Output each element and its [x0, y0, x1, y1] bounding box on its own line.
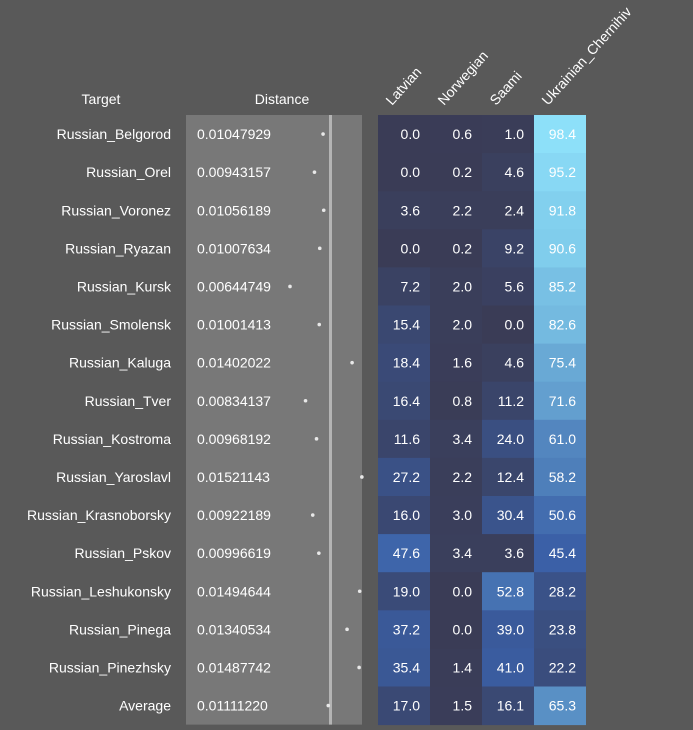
heatmap-cell-value: 0.0 — [400, 126, 420, 143]
source-column-headers — [382, 4, 634, 108]
heatmap-cell-value: 3.6 — [400, 202, 420, 219]
row-target-label: Russian_Kostroma — [52, 430, 171, 447]
heatmap-cell-value: 17.0 — [392, 697, 420, 714]
heatmap-cell-value: 4.6 — [504, 164, 524, 181]
heatmap-cell-value: 95.2 — [548, 164, 576, 181]
heatmap-cell-value: 1.5 — [452, 697, 472, 714]
row-distance-dot — [360, 475, 364, 479]
heatmap-cell-value: 0.0 — [400, 240, 420, 257]
heatmap-cell-value: 58.2 — [548, 468, 576, 485]
row-target-label: Russian_Ryazan — [65, 240, 171, 257]
row-distance-dot — [315, 437, 319, 441]
heatmap-cell-value: 0.2 — [452, 240, 472, 257]
row-target-label: Russian_Voronez — [61, 202, 171, 219]
heatmap-cell-value: 16.1 — [496, 697, 524, 714]
heatmap-cell-value: 85.2 — [548, 278, 576, 295]
heatmap-cell-value: 35.4 — [392, 659, 420, 676]
row-distance-dot — [313, 170, 317, 174]
heatmap-cell-value: 11.2 — [497, 392, 524, 409]
heatmap-cell-value: 50.6 — [548, 507, 576, 524]
row-target-label: Russian_Tver — [84, 392, 171, 409]
heatmap-cell-value: 16.4 — [392, 392, 420, 409]
row-distance-dot — [318, 247, 322, 251]
heatmap-cell-value: 52.8 — [496, 583, 524, 600]
heatmap-cell-value: 0.8 — [452, 392, 472, 409]
row-target-label: Russian_Pinega — [69, 621, 171, 638]
heatmap-cell-value: 45.4 — [548, 545, 576, 562]
row-distance-dot — [326, 704, 330, 708]
heatmap-cell-value: 2.2 — [452, 202, 472, 219]
heatmap-cell-value: 24.0 — [496, 430, 524, 447]
heatmap-cell-value: 9.2 — [504, 240, 524, 257]
heatmap-cell-value: 19.0 — [392, 583, 420, 600]
distance-panel-divider — [329, 115, 332, 725]
row-target-label: Average — [119, 697, 171, 714]
row-distance-dot — [321, 132, 325, 136]
heatmap-cell-value: 1.0 — [504, 126, 524, 143]
row-distance-value: 0.01340534 — [197, 621, 271, 638]
column-header-latvian: Latvian — [382, 63, 425, 109]
row-distance-value: 0.00968192 — [197, 430, 271, 447]
row-distance-value: 0.01402022 — [197, 354, 271, 371]
row-distance-dot — [317, 323, 321, 327]
row-target-label: Russian_Krasnoborsky — [27, 507, 171, 524]
row-distance-value: 0.01047929 — [197, 126, 271, 143]
heatmap-cell-value: 23.8 — [548, 621, 576, 638]
row-distance-value: 0.01111220 — [197, 697, 268, 714]
row-distance-value: 0.00996619 — [197, 545, 271, 562]
row-distance-value: 0.00644749 — [197, 278, 271, 295]
heatmap-cell-value: 2.4 — [504, 202, 524, 219]
row-target-label: Russian_Smolensk — [51, 316, 171, 333]
heatmap-cell-value: 71.6 — [548, 392, 576, 409]
row-distance-value: 0.01494644 — [197, 583, 271, 600]
heatmap-cell-value: 37.2 — [392, 621, 420, 638]
row-distance-value: 0.01487742 — [197, 659, 271, 676]
heatmap-cell-value: 91.8 — [548, 202, 576, 219]
heatmap-cell-value: 39.0 — [496, 621, 524, 638]
heatmap-cell-value: 22.2 — [548, 659, 576, 676]
heatmap-cell-value: 28.2 — [548, 583, 576, 600]
row-distance-dot — [350, 361, 354, 365]
row-distance-value: 0.01056189 — [197, 202, 271, 219]
heatmap-cell-value: 4.6 — [504, 354, 524, 371]
heatmap-cell-value: 7.2 — [400, 278, 420, 295]
row-target-label: Russian_Orel — [86, 164, 171, 181]
heatmap-cell-value: 0.0 — [400, 164, 420, 181]
row-target-label: Russian_Kaluga — [69, 354, 171, 371]
column-header-saami: Saami — [486, 67, 525, 109]
target-column-header: Target — [81, 91, 121, 107]
heatmap-cell-value: 47.6 — [392, 545, 420, 562]
row-distance-dot — [311, 513, 315, 517]
heatmap-cell-value: 5.6 — [504, 278, 524, 295]
heatmap-cell-value: 0.0 — [452, 621, 472, 638]
heatmap-cell-value: 2.0 — [452, 278, 472, 295]
heatmap-cell-value: 75.4 — [548, 354, 576, 371]
heatmap-cell-value: 1.4 — [452, 659, 472, 676]
row-distance-dot — [288, 285, 292, 289]
heatmap-cell-value: 0.0 — [504, 316, 524, 333]
row-distance-dot — [322, 208, 326, 212]
column-header-ukrainian-chernihiv: Ukrainian_Chernihiv — [538, 3, 635, 109]
row-distance-value: 0.00943157 — [197, 164, 271, 181]
heatmap-cell-value: 1.6 — [452, 354, 472, 371]
row-distance-dot — [358, 589, 362, 593]
row-distance-value: 0.00922189 — [197, 507, 271, 524]
row-target-label: Russian_Leshukonsky — [30, 583, 171, 600]
heatmap-cell-value: 82.6 — [548, 316, 576, 333]
heatmap-cell-value: 18.4 — [392, 354, 420, 371]
heatmap-cell-value: 11.6 — [393, 430, 420, 447]
row-distance-value: 0.00834137 — [197, 392, 271, 409]
row-target-label: Russian_Yaroslavl — [56, 468, 171, 485]
heatmap-cell-value: 30.4 — [496, 507, 524, 524]
heatmap-cell-value: 3.6 — [504, 545, 524, 562]
heatmap-cell-value: 65.3 — [548, 697, 576, 714]
row-distance-dot — [317, 551, 321, 555]
heatmap-cell-value: 98.4 — [548, 126, 576, 143]
heatmap-cell-value: 27.2 — [392, 468, 420, 485]
row-distance-dot — [304, 399, 308, 403]
row-target-label: Russian_Kursk — [76, 278, 171, 295]
row-distance-dot — [345, 628, 349, 632]
heatmap-cell-value: 41.0 — [496, 659, 524, 676]
heatmap-cell-value: 61.0 — [548, 430, 576, 447]
heatmap-cell-value: 3.4 — [452, 430, 472, 447]
heatmap-cell-value: 2.2 — [452, 468, 472, 485]
heatmap-cell-value: 12.4 — [496, 468, 524, 485]
heatmap-cell-value: 15.4 — [392, 316, 420, 333]
heatmap-cell-value: 16.0 — [392, 507, 420, 524]
row-distance-value: 0.01521143 — [197, 468, 270, 485]
heatmap-cell-value: 3.4 — [452, 545, 472, 562]
distance-column-header: Distance — [254, 91, 310, 107]
heatmap-cell-value: 3.0 — [452, 507, 472, 524]
heatmap-cell-value: 0.0 — [452, 583, 472, 600]
column-header-norwegian: Norwegian — [434, 47, 492, 109]
row-target-label: Russian_Belgorod — [56, 126, 171, 143]
heatmap-cell-value: 90.6 — [548, 240, 576, 257]
heatmap-cell-value: 2.0 — [452, 316, 472, 333]
row-distance-dot — [357, 666, 361, 670]
header-row — [82, 4, 635, 108]
heatmap-cell-value: 0.6 — [452, 126, 472, 143]
row-distance-value: 0.01007634 — [197, 240, 271, 257]
row-target-label: Russian_Pskov — [74, 545, 171, 562]
row-distance-value: 0.01001413 — [197, 316, 271, 333]
row-target-label: Russian_Pinezhsky — [48, 659, 171, 676]
heatmap-cell-value: 0.2 — [452, 164, 472, 181]
